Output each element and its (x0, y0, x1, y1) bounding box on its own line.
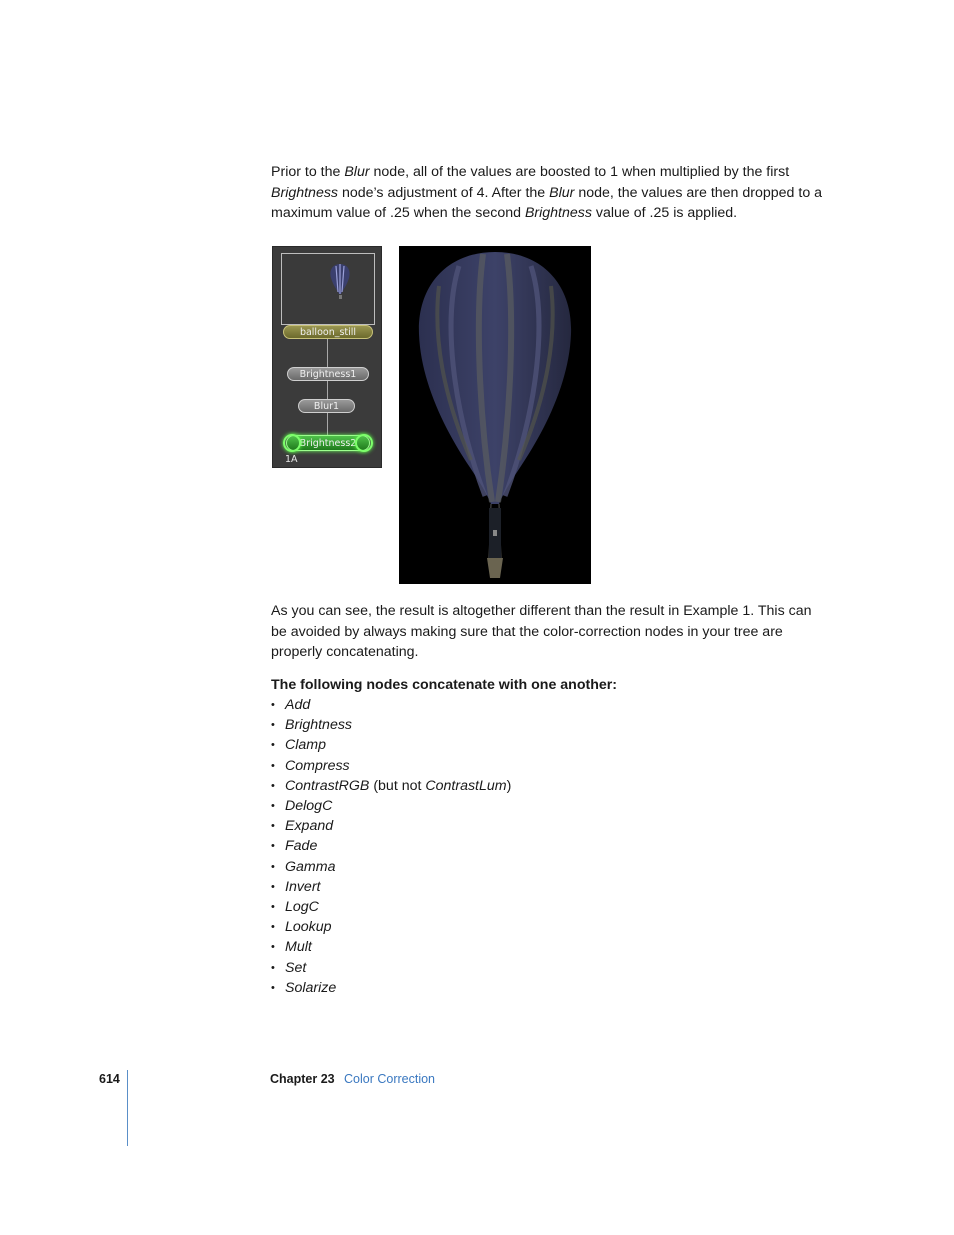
intro-paragraph (271, 162, 831, 224)
text-run: node, all of the values are boosted to 1 when multiplied by the first (369, 164, 790, 180)
list-item (271, 836, 511, 856)
list-item (271, 796, 511, 816)
balloon-thumbnail-icon (282, 254, 374, 324)
node-name: LogC (285, 899, 319, 916)
node-brightness1[interactable]: Brightness1 (287, 367, 369, 381)
node-name: Fade (285, 838, 318, 855)
page-number: 614 (99, 1072, 120, 1086)
list-item (271, 978, 511, 998)
node-name: Compress (285, 757, 350, 774)
node-name: Brightness (285, 717, 353, 734)
text-run: node, the values are then dropped to a maximum value of .25 when the second (271, 184, 823, 221)
list-item (271, 695, 511, 715)
list-item (271, 816, 511, 836)
node-name: ContrastLum (425, 777, 507, 794)
list-item (271, 756, 511, 776)
list-item (271, 897, 511, 917)
node-brightness2[interactable]: Brightness2 (286, 435, 370, 451)
viewer-label: 1A (285, 454, 298, 465)
node-balloon-still[interactable]: balloon_still (283, 325, 373, 339)
list-item (271, 917, 511, 937)
footer-divider (127, 1070, 128, 1146)
balloon-viewer (399, 246, 591, 584)
emphasis-blur: Blur (344, 164, 370, 180)
node-blur1[interactable]: Blur1 (298, 399, 355, 413)
node-connector (327, 381, 328, 399)
node-connector (327, 413, 328, 435)
node-name: DelogC (285, 798, 333, 815)
list-item (271, 877, 511, 897)
list-item (271, 958, 511, 978)
text-run: (but not (369, 777, 426, 794)
concatenating-node-list (271, 695, 511, 998)
list-item (271, 715, 511, 735)
node-name: Set (285, 959, 307, 976)
node-name: Mult (285, 939, 312, 956)
emphasis-brightness: Brightness (524, 205, 592, 221)
emphasis-blur: Blur (549, 184, 575, 201)
node-name: ContrastRGB (285, 777, 370, 794)
chapter-title-link[interactable]: Color Correction (344, 1072, 436, 1086)
node-name: Solarize (285, 979, 337, 996)
node-name: Clamp (285, 737, 326, 754)
text-run: value of .25 is applied. (591, 205, 738, 221)
list-item (271, 776, 511, 796)
node-name: Expand (285, 818, 334, 835)
node-thumbnail (281, 253, 375, 325)
result-paragraph: As you can see, the result is altogether different than the result in Example 1. This can be avoided by always making sure that the color-correction nodes in your tree are properly concatenating. (271, 603, 812, 660)
list-item (271, 857, 511, 877)
node-name: Lookup (285, 919, 332, 936)
text-run: Prior to the (271, 164, 345, 180)
node-graph-panel (272, 246, 382, 468)
node-input-port[interactable] (283, 434, 301, 452)
emphasis-brightness: Brightness (271, 184, 339, 201)
list-item (271, 937, 511, 957)
list-heading: The following nodes concatenate with one another: (271, 677, 618, 693)
node-name: Invert (285, 878, 321, 895)
list-item (271, 735, 511, 755)
node-name: Gamma (285, 858, 336, 875)
text-run: ) (506, 777, 512, 794)
node-name: Add (285, 697, 311, 713)
node-output-port[interactable] (355, 434, 373, 452)
text-run: node’s adjustment of 4. After the (338, 184, 550, 201)
node-connector (327, 339, 328, 367)
chapter-label: Chapter 23 (270, 1072, 335, 1086)
balloon-image-icon (399, 246, 591, 584)
